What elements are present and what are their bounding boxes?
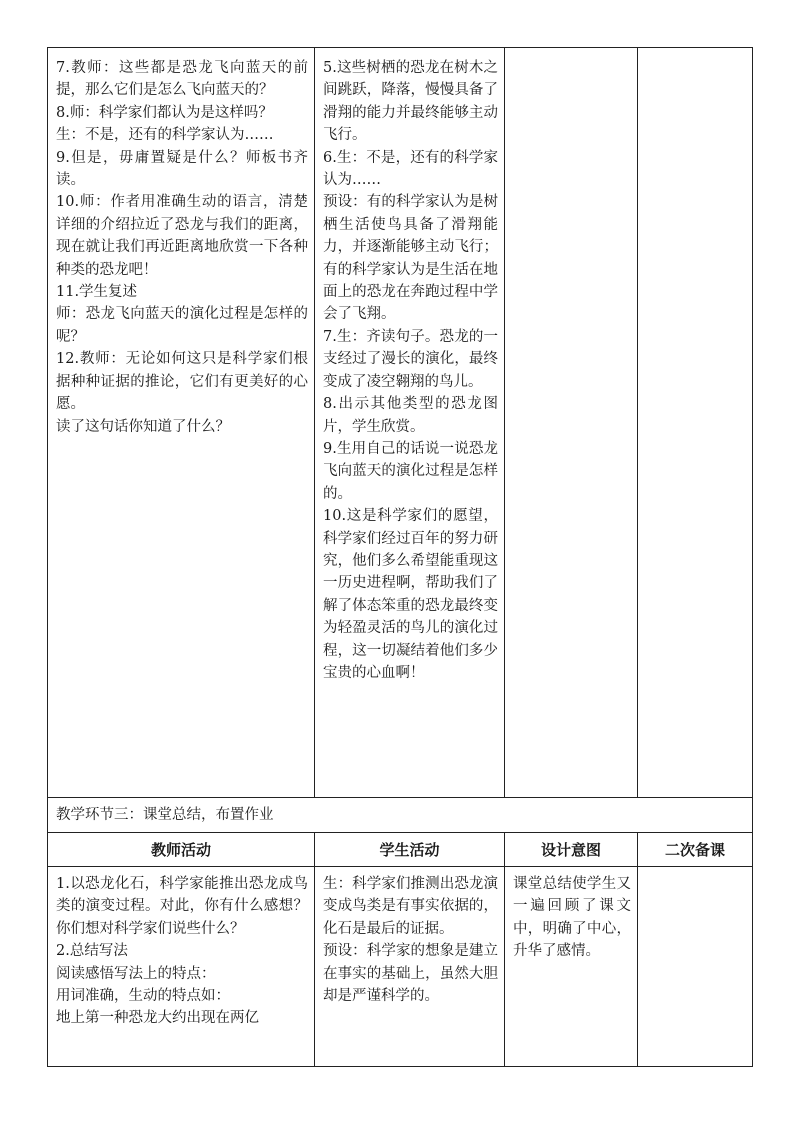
- paragraph: 1.以恐龙化石，科学家能推出恐龙成鸟类的演变过程。对此，你有什么感想？你们想对科学家们说些什么？: [56, 876, 308, 937]
- paragraph: 用词准确，生动的特点如：: [56, 988, 230, 1005]
- paragraph: 预设：有的科学家认为是树栖生活使鸟具备了滑翔能力，并逐渐能够主动飞行；有的科学家认为是生活在地面上的恐龙在奔跑过程中学会了飞翔。: [323, 194, 498, 323]
- paragraph: 10.师：作者用准确生动的语言，清楚详细的介绍拉近了恐龙与我们的距离，现在就让我们再近距离地欣赏一下各种种类的恐龙吧！: [56, 194, 308, 278]
- table-row: [48, 867, 753, 1067]
- header-revision: 二次备课: [638, 833, 753, 867]
- table-row: [48, 48, 753, 798]
- paragraph: 7.生：齐读句子。恐龙的一支经过了漫长的演化，最终变成了凌空翱翔的鸟儿。: [323, 328, 498, 390]
- design-intent-cell: [505, 867, 638, 1067]
- section-title: 教学环节三：课堂总结，布置作业: [56, 807, 274, 823]
- section-title-cell: [48, 798, 753, 833]
- paragraph: 读了这句话你知道了什么？: [56, 418, 230, 435]
- paragraph: 7.教师：这些都是恐龙飞向蓝天的前提，那么它们是怎么飞向蓝天的？: [56, 60, 308, 99]
- teacher-activity-cell: [48, 867, 315, 1067]
- paragraph: 阅读感悟写法上的特点：: [56, 965, 216, 982]
- lesson-plan-table: [47, 47, 753, 1067]
- paragraph: 9.但是，毋庸置疑是什么？师板书齐读。: [56, 149, 308, 189]
- paragraph: 师：恐龙飞向蓝天的演化过程是怎样的呢？: [56, 306, 308, 345]
- header-design-intent: 设计意图: [505, 833, 638, 867]
- paragraph: 课堂总结使学生又一遍回顾了课文中，明确了中心，升华了感情。: [513, 876, 631, 960]
- student-activity-cell: [315, 867, 505, 1067]
- student-activity-cell: [315, 48, 505, 798]
- paragraph: 地上第一种恐龙大约出现在两亿: [56, 1010, 259, 1027]
- header-row: [48, 833, 753, 867]
- paragraph: 9.生用自己的话说一说恐龙飞向蓝天的演化过程是怎样的。: [323, 440, 498, 502]
- paragraph: 8.出示其他类型的恐龙图片，学生欣赏。: [323, 396, 498, 435]
- paragraph: 12.教师：无论如何这只是科学家们根据种种证据的推论，它们有更美好的心愿。: [56, 351, 308, 413]
- paragraph: 11.学生复述: [56, 284, 138, 301]
- design-intent-cell: [505, 48, 638, 798]
- paragraph: 6.生：不是，还有的科学家认为……: [323, 149, 498, 189]
- paragraph: 预设：科学家的想象是建立在事实的基础上，虽然大胆却是严谨科学的。: [323, 943, 498, 1005]
- teacher-activity-cell: [48, 48, 315, 798]
- paragraph: 5.这些树栖的恐龙在树木之间跳跃，降落，慢慢具备了滑翔的能力并最终能够主动飞行。: [323, 60, 498, 144]
- section-row: [48, 798, 753, 833]
- paragraph: 2.总结写法: [56, 943, 128, 960]
- paragraph: 8.师：科学家们都认为是这样吗？: [56, 104, 273, 121]
- paragraph: 生：科学家们推测出恐龙演变成鸟类是有事实依据的，化石是最后的证据。: [323, 876, 498, 937]
- revision-cell: [638, 48, 753, 798]
- header-student-activity: 学生活动: [315, 833, 505, 867]
- paragraph: 生：不是，还有的科学家认为……: [56, 127, 274, 144]
- header-teacher-activity: 教师活动: [48, 833, 315, 867]
- paragraph: 10.这是科学家们的愿望，科学家们经过百年的努力研究，他们多么希望能重现这一历史进程啊，帮助我们了解了体态笨重的恐龙最终变为轻盈灵活的鸟儿的演化过程，这一切凝结着他们多少宝贵的心血啊！: [323, 508, 498, 681]
- revision-cell: [638, 867, 753, 1067]
